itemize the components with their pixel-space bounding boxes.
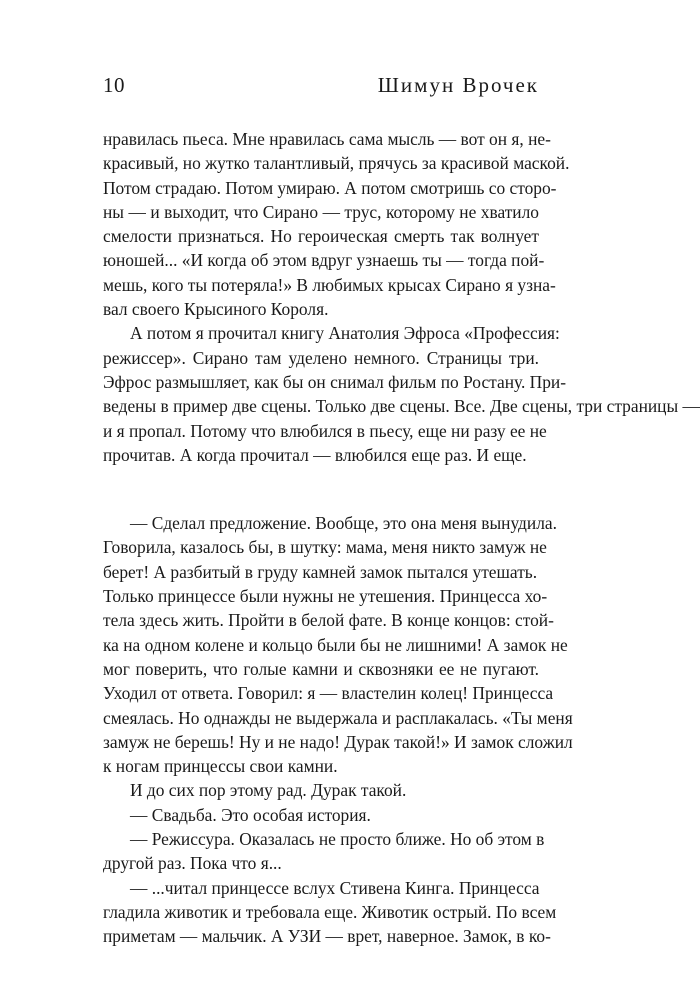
text-line: — Сделал предложение. Вообще, это она меня вынудила. — [130, 513, 557, 534]
text-line: нравилась пьеса. Мне нравилась сама мысль — вот он я, не- — [103, 129, 551, 149]
text-line: Эфрос размышляет, как бы он снимал фильм по Ростану. При- — [103, 371, 566, 392]
text-line: другой раз. Пока что я... — [103, 853, 282, 874]
text-line: — Режиссура. Оказалась не просто ближе. Но об этом в — [130, 829, 545, 850]
text-line: красивый, но жутко талантливый, прячусь за красивой маской. — [103, 153, 570, 174]
text-line: гладила животик и требовала еще. Животик острый. По всем — [103, 901, 557, 922]
text-line: А потом я прочитал книгу Анатолия Эфроса «Профессия: — [130, 323, 560, 344]
text-line: смелости признаться. Но героическая смерть так волнует — [103, 226, 539, 247]
text-line: юношей... «И когда об этом вдруг узнаешь ты — тогда пой- — [103, 250, 545, 271]
running-header — [103, 73, 539, 103]
text-line: И до сих пор этому рад. Дурак такой. — [130, 780, 407, 801]
text-line: приметам — мальчик. А УЗИ — врет, наверное. Замок, в ко- — [103, 926, 551, 947]
author-running-head: Шимун Врочек — [377, 73, 539, 97]
text-line: — ...читал принцессе вслух Стивена Кинга. Принцесса — [130, 877, 540, 898]
text-line: Потом страдаю. Потом умираю. А потом смотришь со сторо- — [103, 177, 557, 198]
section-gap — [103, 467, 539, 511]
body-text — [103, 127, 700, 949]
text-line: замуж не берешь! Ну и не надо! Дурак такой!» И замок сложил — [103, 731, 573, 752]
text-line: — Свадьба. Это особая история. — [130, 804, 371, 825]
text-line: режиссер». Сирано там уделено немного. Страницы три. — [103, 347, 539, 368]
text-line: вал своего Крысиного Короля. — [103, 299, 329, 320]
text-line: Уходил от ответа. Говорил: я — властелин колец! Принцесса — [103, 683, 554, 704]
text-line: ны — и выходит, что Сирано — трус, которому не хватило — [103, 201, 539, 222]
text-line: и я пропал. Потому что влюбился в пьесу, еще ни разу ее не — [103, 420, 547, 441]
text-line: к ногам принцессы свои камни. — [103, 756, 338, 777]
text-line: прочитав. А когда прочитал — влюбился еще раз. И еще. — [103, 444, 527, 465]
page-number: 10 — [103, 73, 125, 97]
text-line: Говорила, казалось бы, в шутку: мама, меня никто замуж не — [103, 537, 547, 558]
paragraph-block-1 — [103, 127, 700, 467]
text-line: берет! А разбитый в груду камней замок пытался утешать. — [103, 561, 538, 582]
paragraph-block-2 — [103, 511, 573, 948]
text-line: ка на одном колене и кольцо были бы не лишними! А замок не — [103, 634, 568, 655]
text-line: ведены в пример две сцены. Только две сцены. Все. Две сцены, три страницы — — [103, 396, 700, 417]
text-line: мог поверить, что голые камни и сквозняки ее не пугают. — [103, 658, 539, 679]
text-line: мешь, кого ты потеряла!» В любимых крысах Сирано я узна- — [103, 274, 556, 295]
text-line: тела здесь жить. Пройти в белой фате. В конце концов: стой- — [103, 610, 554, 631]
text-line: Только принцессе были нужны не утешения. Принцесса хо- — [103, 586, 548, 607]
text-line: смеялась. Но однажды не выдержала и расплакалась. «Ты меня — [103, 707, 573, 728]
